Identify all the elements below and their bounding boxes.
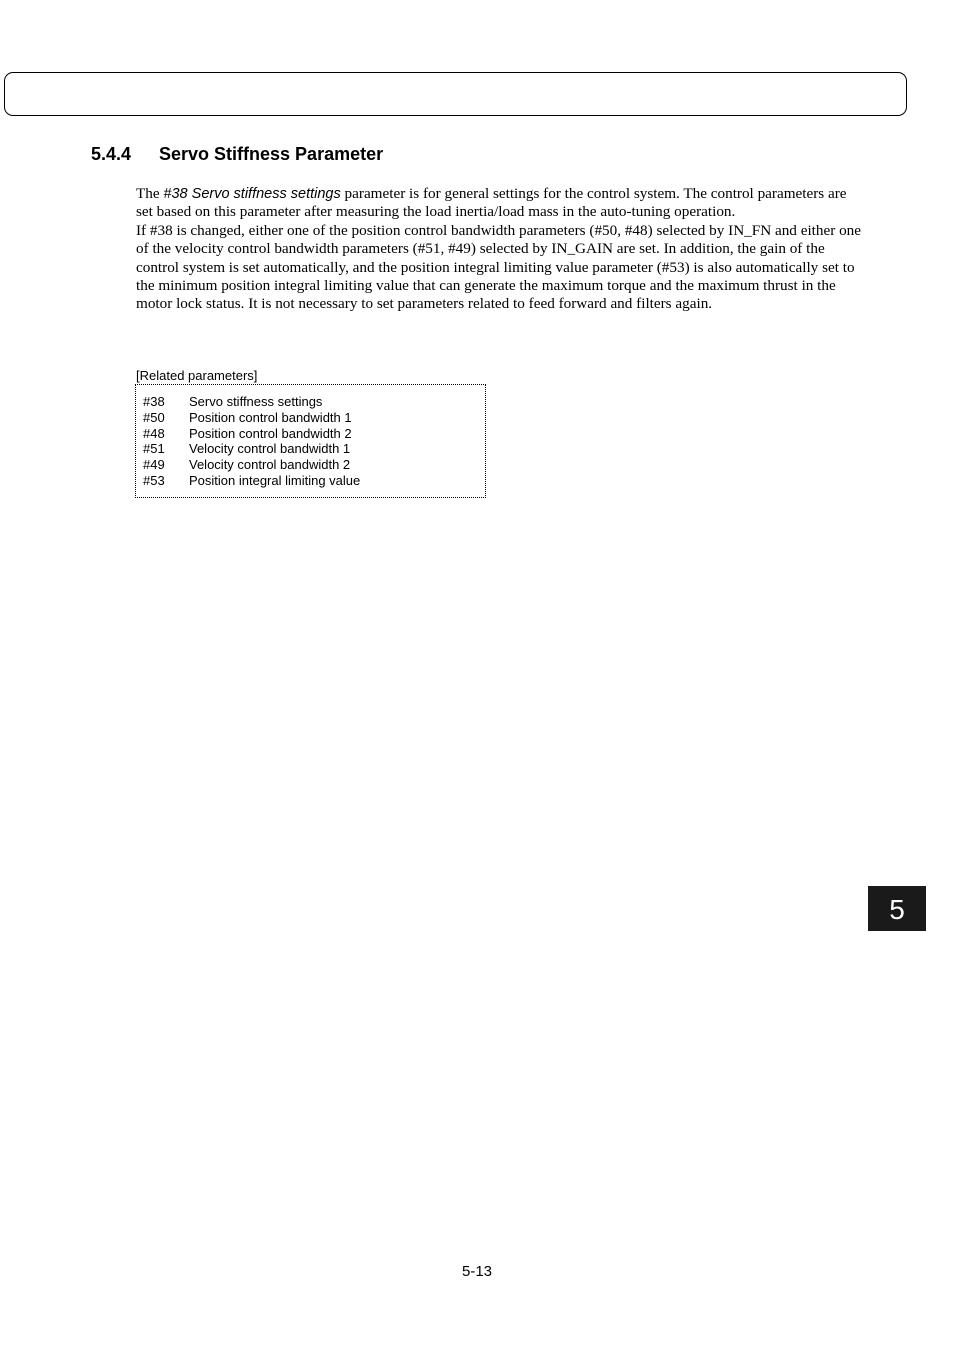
body-text (136, 185, 862, 314)
param-name: Position control bandwidth 2 (189, 425, 352, 441)
param-name: Position control bandwidth 1 (189, 409, 352, 425)
param-row (143, 473, 485, 489)
param-name: Servo stiffness settings (189, 394, 323, 409)
header-box (4, 72, 907, 116)
parameter-emphasis: #38 Servo stiffness settings (163, 186, 341, 202)
param-number: #50 (143, 409, 165, 425)
related-parameters-box (135, 384, 486, 498)
paragraph-1 (136, 185, 862, 222)
related-parameters-label: [Related parameters] (136, 368, 258, 383)
param-number: #49 (143, 457, 165, 473)
param-name: Position integral limiting value (189, 472, 361, 488)
param-name: Velocity control bandwidth 1 (189, 441, 351, 457)
section-heading (91, 144, 383, 165)
param-row (143, 426, 485, 442)
param-row (143, 441, 485, 457)
paragraph-2: If #38 is changed, either one of the position control bandwidth parameters (#50, #48) selected by IN_FN and either one of the velocity control bandwidth parameters (#51, #49) selected by IN_GAIN are set. In addition, the gain of the control system is set automatically, and the position integral limiting value parameter (#53) is also automatically set to the minimum position integral limiting value that can generate the maximum torque and the maximum thrust in the motor lock status. It is not necessary to set parameters related to feed forward and filters again. (136, 221, 861, 313)
param-row (143, 457, 485, 473)
param-name: Velocity control bandwidth 2 (189, 457, 351, 473)
paragraph-1-suffix: parameter is for general settings for the control system. The control parameters are set based on this parameter after measuring the load inertia/load mass in the auto-tuning operation. (136, 185, 847, 221)
param-row (143, 410, 485, 426)
param-number: #48 (143, 425, 165, 441)
param-number: #53 (143, 472, 165, 488)
section-number: 5.4.4 (91, 144, 132, 164)
param-number: #51 (143, 441, 165, 457)
chapter-tab: 5 (868, 886, 926, 931)
paragraph-1-prefix: The (136, 185, 164, 202)
param-row (143, 394, 485, 410)
section-title: Servo Stiffness Parameter (159, 144, 384, 164)
page-number: 5-13 (461, 1263, 493, 1280)
param-number: #38 (143, 394, 165, 409)
